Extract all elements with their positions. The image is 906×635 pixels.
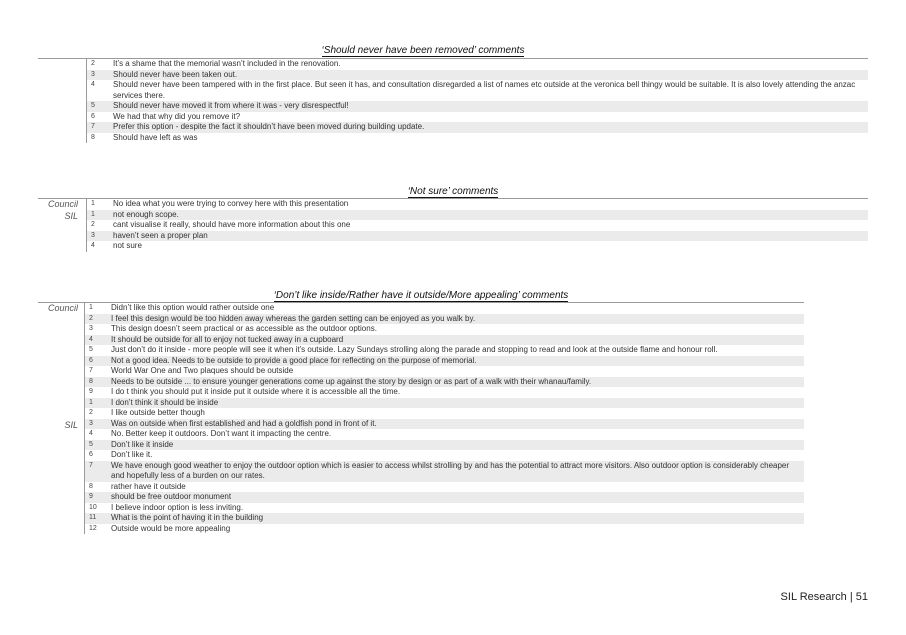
comment-number: 5 — [89, 440, 93, 448]
comment-row — [84, 503, 804, 514]
comment-number: 3 — [91, 70, 95, 78]
comment-row — [86, 80, 868, 101]
comment-text: Don’t like it. — [111, 450, 153, 459]
section-title-never-removed: ‘Should never have been removed’ comments — [321, 45, 525, 56]
comment-number: 8 — [89, 377, 93, 385]
comment-row — [84, 377, 804, 388]
comment-row — [84, 461, 804, 482]
comment-text: Should never have been taken out. — [113, 69, 238, 79]
comment-row — [84, 324, 804, 335]
comment-text: Should have left as was — [113, 132, 198, 142]
comment-row — [84, 303, 804, 314]
comment-text: I feel this design would be too hidden away whereas the garden setting can be enjoyed as you walk by. — [111, 313, 476, 323]
comment-number: 4 — [89, 335, 93, 343]
comment-number: 8 — [91, 133, 95, 141]
comment-row — [84, 492, 804, 503]
comment-text: I believe indoor option is less inviting. — [111, 502, 244, 512]
comment-number: 3 — [89, 419, 93, 427]
section-title-not-sure: ‘Not sure’ comments — [407, 186, 499, 197]
comment-number: 6 — [91, 112, 95, 120]
comment-row — [86, 112, 868, 123]
comment-text: What is the point of having it in the building — [111, 513, 264, 522]
comment-text: It should be outside for all to enjoy not tucked away in a cupboard — [111, 334, 344, 344]
comment-text: No. Better keep it outdoors. Don’t want it impacting the centre. — [111, 429, 332, 438]
comment-row — [84, 408, 804, 419]
comment-text: I do t think you should put it inside put it outside where it is accessible all the time. — [111, 387, 401, 396]
comment-number: 12 — [89, 524, 97, 532]
comment-row — [86, 231, 868, 242]
comment-number: 5 — [91, 102, 95, 109]
comment-row — [84, 356, 804, 367]
comment-number: 4 — [91, 81, 95, 88]
page-footer: SIL Research | 51 — [780, 591, 868, 603]
group-label-council: Council — [47, 199, 78, 209]
group-label-sil: SIL — [64, 420, 78, 430]
comment-number: 5 — [89, 346, 93, 353]
comment-text: haven’t seen a proper plan — [113, 230, 208, 240]
comment-number: 6 — [89, 451, 93, 458]
comment-text: It’s a shame that the memorial wasn’t included in the renovation. — [113, 59, 341, 68]
comment-row — [86, 133, 868, 144]
comment-text: rather have it outside — [111, 481, 186, 491]
comment-row — [84, 345, 804, 356]
comment-text: cant visualise it really, should have more information about this one — [113, 220, 351, 229]
comment-number: 7 — [89, 461, 93, 469]
comment-number: 6 — [89, 356, 93, 364]
comment-number: 8 — [89, 482, 93, 490]
group-label-sil: SIL — [64, 211, 78, 221]
comment-number: 3 — [89, 325, 93, 332]
comment-row — [84, 419, 804, 430]
comment-text: I like outside better though — [111, 408, 205, 417]
comment-text: Not a good idea. Needs to be outside to provide a good place for reflecting on the purpose of memorial. — [111, 355, 477, 365]
comments-table-dont-like-inside — [84, 303, 804, 534]
comments-table-not-sure — [86, 199, 868, 252]
comment-number: 2 — [89, 409, 93, 416]
comment-row — [86, 220, 868, 231]
comment-row — [84, 314, 804, 325]
comment-text: We have enough good weather to enjoy the outdoor option which is easier to access whilst strolling by and has the potential to attract more visitors. Also outdoor option is considerably cheaper and hopefully less of a burden on our rates. — [111, 460, 790, 480]
comment-row — [86, 241, 868, 252]
comment-row — [84, 366, 804, 377]
comment-text: This design doesn’t seem practical or as accessible as the outdoor options. — [111, 324, 377, 333]
comment-number: 7 — [91, 123, 95, 130]
comment-number: 2 — [91, 60, 95, 67]
comment-number: 11 — [89, 514, 97, 521]
comment-row — [86, 210, 868, 221]
comment-text: not enough scope. — [113, 209, 179, 219]
comment-number: 3 — [91, 231, 95, 239]
comment-row — [84, 524, 804, 535]
comment-text: No idea what you were trying to convey here with this presentation — [113, 199, 349, 208]
comment-number: 1 — [91, 210, 95, 218]
comment-row — [86, 70, 868, 81]
group-label-council: Council — [47, 303, 78, 313]
comment-row — [86, 122, 868, 133]
comment-number: 1 — [91, 200, 95, 207]
comment-text: Should never have moved it from where it was - very disrespectful! — [113, 101, 349, 110]
comment-number: 1 — [89, 304, 93, 311]
comment-text: Needs to be outside ... to ensure younger generations come up against the story by design or as part of a walk with their whanau/family. — [111, 376, 592, 386]
comment-row — [84, 429, 804, 440]
comment-row — [84, 482, 804, 493]
section-title-dont-like-inside: ‘Don’t like inside/Rather have it outside/More appealing’ comments — [273, 290, 569, 301]
comment-row — [86, 101, 868, 112]
comment-number: 9 — [89, 493, 93, 500]
comment-text: Outside would be more appealing — [111, 523, 231, 533]
comment-text: not sure — [113, 241, 142, 250]
comment-row — [84, 398, 804, 409]
comment-row — [84, 450, 804, 461]
comment-number: 1 — [89, 398, 93, 406]
comment-row — [84, 440, 804, 451]
comment-text: Should never have been tampered with in the first place. But seen it has, and consultation disregarded a list of names etc outside at the veronica bell thingy would be suitable. It is also lovely attending the anzac services there. — [113, 80, 856, 100]
comment-row — [84, 335, 804, 346]
comment-number: 7 — [89, 367, 93, 374]
comment-number: 9 — [89, 388, 93, 395]
comment-row — [86, 199, 868, 210]
comment-row — [86, 59, 868, 70]
comment-number: 4 — [91, 242, 95, 249]
comment-text: We had that why did you remove it? — [113, 111, 241, 121]
comment-number: 4 — [89, 430, 93, 437]
comments-table-never-removed — [86, 59, 868, 143]
comment-text: Was on outside when first established and had a goldfish pond in front of it. — [111, 418, 377, 428]
comment-text: Didn’t like this option would rather outside one — [111, 303, 275, 312]
comment-text: World War One and Two plaques should be outside — [111, 366, 294, 375]
comment-text: should be free outdoor monument — [111, 492, 232, 501]
comment-text: Just don’t do it inside - more people will see it when it’s outside. Lazy Sundays strolling along the parade and stopping to read and look at the outside flame and honour roll. — [111, 345, 718, 354]
comment-number: 10 — [89, 503, 97, 511]
comment-text: Don’t like it inside — [111, 439, 174, 449]
comment-number: 2 — [91, 221, 95, 228]
comment-number: 2 — [89, 314, 93, 322]
comment-text: I don’t think it should be inside — [111, 397, 219, 407]
comment-text: Prefer this option - despite the fact it shouldn’t have been moved during building update. — [113, 122, 425, 131]
comment-row — [84, 387, 804, 398]
comment-row — [84, 513, 804, 524]
